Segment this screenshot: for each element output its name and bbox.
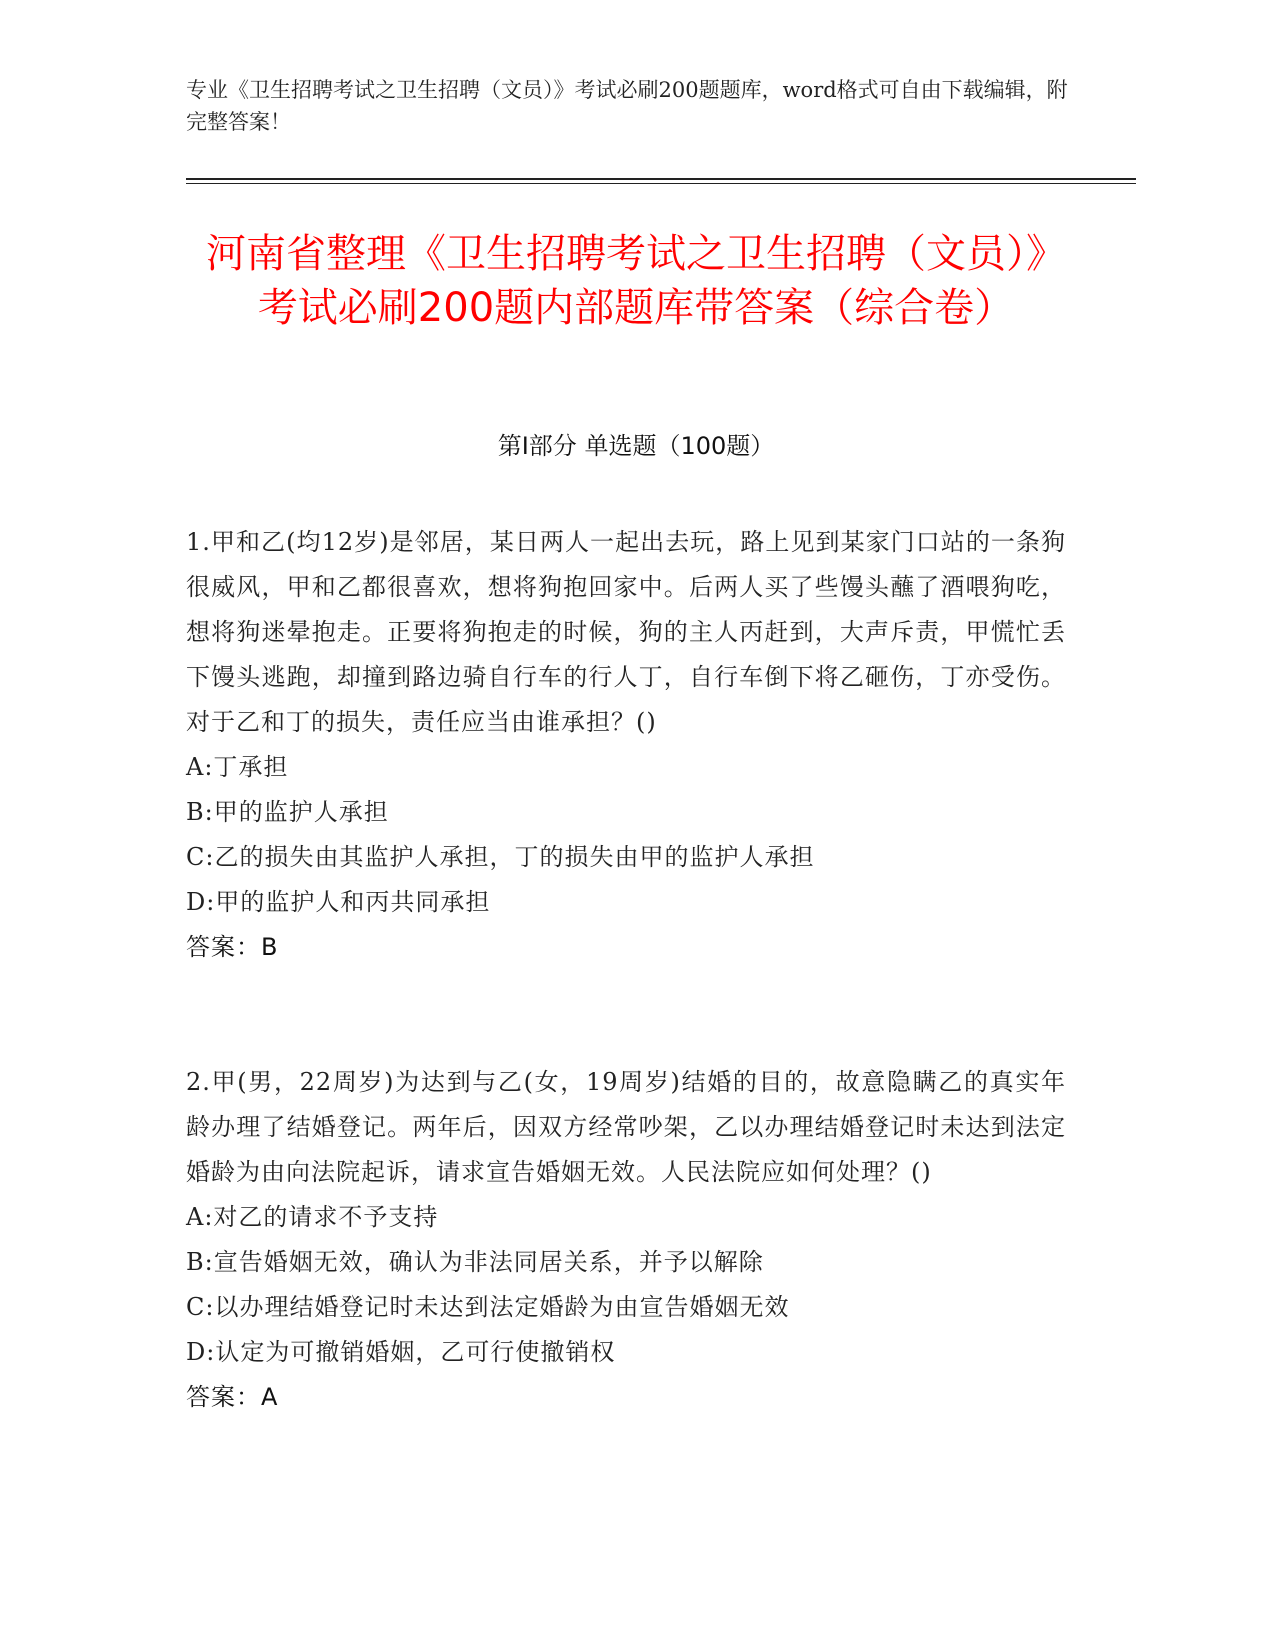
option-d: D:认定为可撤销婚姻，乙可行使撤销权 <box>186 1338 616 1366</box>
header-divider-thin <box>186 183 1136 184</box>
section-title: 第Ⅰ部分 单选题（100题） <box>497 432 775 460</box>
header-note: 专业《卫生招聘考试之卫生招聘（文员）》考试必刷200题题库，word格式可自由下载编辑，附完整答案！ <box>186 78 1068 134</box>
header-divider-thick <box>186 178 1136 180</box>
option-b: B:甲的监护人承担 <box>186 798 389 826</box>
question-text: 2.甲(男，22周岁)为达到与乙(女，19周岁)结婚的目的，故意隐瞒乙的真实年龄办理了结婚登记。两年后，因双方经常吵架，乙以办理结婚登记时未达到法定婚龄为由向法院起诉，请求宣告婚姻无效。人民法院应如何处理？() <box>186 1068 1066 1186</box>
question-text: 1.甲和乙(均12岁)是邻居，某日两人一起出去玩，路上见到某家门口站的一条狗很威风，甲和乙都很喜欢，想将狗抱回家中。后两人买了些馒头蘸了酒喂狗吃，想将狗迷晕抱走。正要将狗抱走的时候，狗的主人丙赶到，大声斥责，甲慌忙丢下馒头逃跑，却撞到路边骑自行车的行人丁，自行车倒下将乙砸伤，丁亦受伤。对于乙和丁的损失，责任应当由谁承担？() <box>186 528 1066 736</box>
question-1 <box>186 520 1066 970</box>
option-b: B:宣告婚姻无效，确认为非法同居关系，并予以解除 <box>186 1248 764 1276</box>
answer: 答案：B <box>186 933 279 961</box>
option-d: D:甲的监护人和丙共同承担 <box>186 888 491 916</box>
option-c: C:以办理结婚登记时未达到法定婚龄为由宣告婚姻无效 <box>186 1293 790 1321</box>
option-c: C:乙的损失由其监护人承担，丁的损失由甲的监护人承担 <box>186 843 815 871</box>
answer: 答案：A <box>186 1383 279 1411</box>
option-a: A:丁承担 <box>186 753 289 781</box>
option-a: A:对乙的请求不予支持 <box>186 1203 439 1231</box>
question-2 <box>186 1060 1066 1420</box>
document-title: 河南省整理《卫生招聘考试之卫生招聘（文员）》考试必刷200题内部题库带答案（综合卷） <box>206 231 1066 331</box>
